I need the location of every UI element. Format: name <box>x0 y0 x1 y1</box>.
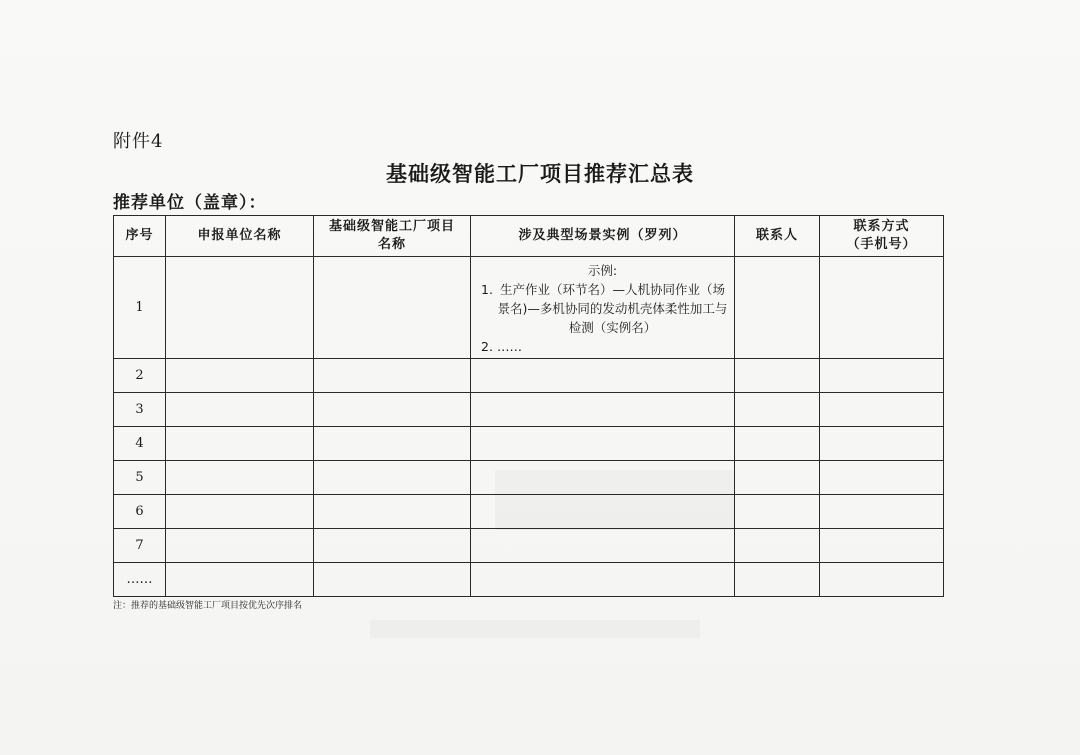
recommending-unit-label: 推荐单位（盖章）： <box>113 193 267 213</box>
summary-table <box>113 215 944 597</box>
bleed-through-shadow <box>370 620 700 638</box>
unit-name-cell[interactable] <box>166 257 314 359</box>
example-item-text: …… <box>497 339 522 354</box>
project-name-cell[interactable] <box>314 359 471 393</box>
table-row <box>114 257 944 359</box>
project-name-cell[interactable] <box>314 427 471 461</box>
example-item <box>477 280 728 337</box>
column-header-project-name-line2: 名称 <box>377 237 406 252</box>
row-seq: 7 <box>114 529 166 563</box>
column-header-project-name-line1: 基础级智能工厂项目 <box>328 219 455 234</box>
scenario-cell[interactable] <box>471 359 735 393</box>
contact-cell[interactable] <box>735 393 820 427</box>
contact-cell[interactable] <box>735 461 820 495</box>
example-item <box>477 337 728 356</box>
scenario-cell[interactable] <box>471 529 735 563</box>
table-row <box>114 563 944 597</box>
contact-cell[interactable] <box>735 529 820 563</box>
column-header-scenarios: 涉及典型场景实例（罗列） <box>471 216 735 257</box>
scenario-cell[interactable] <box>471 495 735 529</box>
column-header-unit-name: 申报单位名称 <box>166 216 314 257</box>
project-name-cell[interactable] <box>314 495 471 529</box>
row-seq: 4 <box>114 427 166 461</box>
unit-name-cell[interactable] <box>166 495 314 529</box>
table-header-row <box>114 216 944 257</box>
contact-cell[interactable] <box>735 257 820 359</box>
project-name-cell[interactable] <box>314 257 471 359</box>
contact-cell[interactable] <box>735 563 820 597</box>
row-seq: 1 <box>114 257 166 359</box>
column-header-phone-line1: 联系方式 <box>853 219 910 234</box>
project-name-cell[interactable] <box>314 393 471 427</box>
phone-cell[interactable] <box>820 427 944 461</box>
unit-name-cell[interactable] <box>166 393 314 427</box>
phone-cell[interactable] <box>820 393 944 427</box>
column-header-project-name <box>314 216 471 257</box>
project-name-cell[interactable] <box>314 563 471 597</box>
table-row <box>114 461 944 495</box>
page-title: 基础级智能工厂项目推荐汇总表 <box>386 161 694 186</box>
example-item-number: 1. <box>481 282 493 297</box>
contact-cell[interactable] <box>735 495 820 529</box>
scenario-cell[interactable] <box>471 393 735 427</box>
phone-cell[interactable] <box>820 495 944 529</box>
column-header-seq: 序号 <box>114 216 166 257</box>
phone-cell[interactable] <box>820 529 944 563</box>
row-seq: 5 <box>114 461 166 495</box>
table-row <box>114 529 944 563</box>
unit-name-cell[interactable] <box>166 427 314 461</box>
example-heading: 示例: <box>587 263 618 278</box>
phone-cell[interactable] <box>820 257 944 359</box>
unit-name-cell[interactable] <box>166 461 314 495</box>
scenario-cell[interactable] <box>471 427 735 461</box>
table-row <box>114 393 944 427</box>
table-row <box>114 427 944 461</box>
table-row <box>114 359 944 393</box>
example-item-text: 生产作业（环节名）—人机协同作业（场景名)—多机协同的发动机壳体柔性加工与检测（实例名） <box>497 282 728 335</box>
row-seq: 2 <box>114 359 166 393</box>
scenario-cell[interactable] <box>471 563 735 597</box>
attachment-label: 附件4 <box>113 131 164 152</box>
phone-cell[interactable] <box>820 563 944 597</box>
row-seq: 6 <box>114 495 166 529</box>
row-seq: 3 <box>114 393 166 427</box>
column-header-phone <box>820 216 944 257</box>
footnote: 注：推荐的基础级智能工厂项目按优先次序排名 <box>113 601 303 611</box>
contact-cell[interactable] <box>735 427 820 461</box>
phone-cell[interactable] <box>820 359 944 393</box>
table-row <box>114 495 944 529</box>
scenario-cell[interactable] <box>471 461 735 495</box>
unit-name-cell[interactable] <box>166 563 314 597</box>
contact-cell[interactable] <box>735 359 820 393</box>
unit-name-cell[interactable] <box>166 529 314 563</box>
scenario-example-cell <box>471 257 735 359</box>
example-item-number: 2. <box>481 339 493 354</box>
column-header-phone-line2: （手机号） <box>846 237 917 252</box>
unit-name-cell[interactable] <box>166 359 314 393</box>
phone-cell[interactable] <box>820 461 944 495</box>
project-name-cell[interactable] <box>314 529 471 563</box>
row-seq: …… <box>114 563 166 597</box>
project-name-cell[interactable] <box>314 461 471 495</box>
column-header-contact: 联系人 <box>735 216 820 257</box>
